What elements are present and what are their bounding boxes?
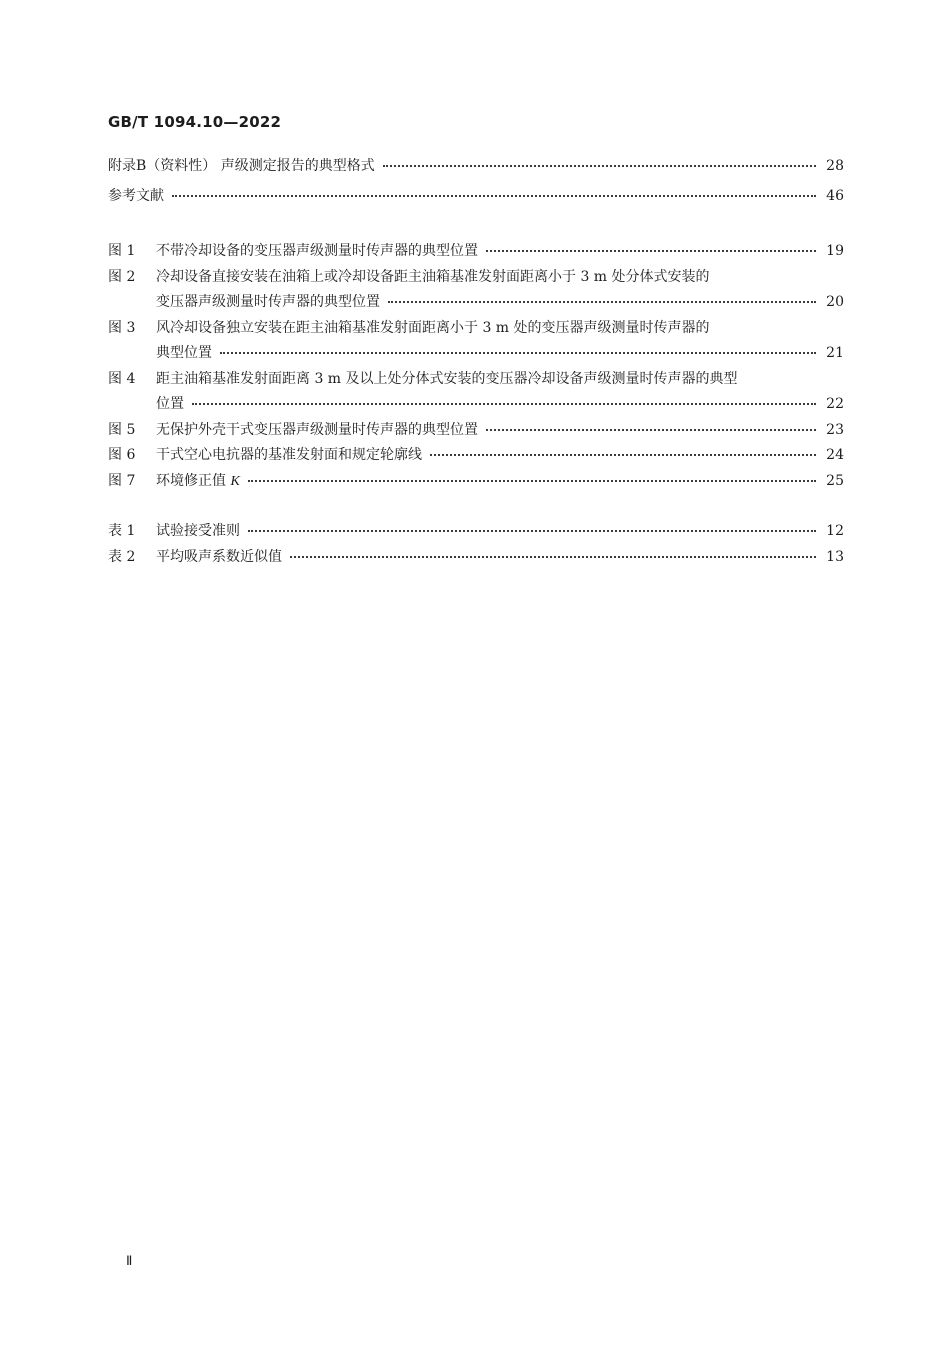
dot-leader [248, 529, 816, 532]
toc-entry-title-continued: 典型位置 [156, 345, 212, 361]
toc-entry-label: 图 1 [108, 243, 136, 259]
dot-leader [430, 453, 816, 456]
dot-leader [383, 164, 816, 167]
dot-leader [290, 555, 816, 558]
toc-entry-title [156, 469, 240, 495]
toc-entry-figure-7[interactable] [108, 469, 844, 495]
toc-entry-label: 图 5 [108, 421, 136, 438]
toc-entry-page: 46 [826, 187, 844, 204]
toc-entry-title: 试验接受准则 [156, 523, 240, 539]
toc-entry-references[interactable] [108, 184, 844, 210]
toc-figures-section [108, 239, 844, 494]
toc-entry-title: 风冷却设备独立安装在距主油箱基准发射面距离小于 3 m 处的变压器声级测量时传声器的 [156, 319, 710, 336]
toc-entry-page: 24 [826, 447, 844, 463]
toc-entry-title: 不带冷却设备的变压器声级测量时传声器的典型位置 [156, 243, 478, 259]
toc-entry-table-2[interactable] [108, 545, 844, 571]
toc-entry-page: 23 [826, 421, 844, 438]
toc-entry-label: 图 4 [108, 370, 136, 387]
toc-entry-title-text: 环境修正值 [156, 472, 226, 489]
toc-entry-page: 20 [826, 294, 844, 310]
toc-entry-title: 参考文献 [108, 187, 164, 204]
toc-entry-label: 图 6 [108, 447, 136, 463]
toc-entry-page: 12 [826, 523, 844, 539]
toc-entry-page: 21 [826, 345, 844, 361]
correction-symbol: K [230, 473, 240, 489]
toc-tables-section [108, 519, 844, 570]
toc-entry-label: 图 2 [108, 268, 136, 285]
toc-entry-figure-3[interactable] [108, 316, 844, 367]
toc-entry-figure-6[interactable] [108, 443, 844, 469]
toc-entry-title-continued: 位置 [156, 396, 184, 412]
toc-entry-label: 图 3 [108, 319, 136, 336]
toc-entry-title: 干式空心电抗器的基准发射面和规定轮廓线 [156, 447, 422, 463]
toc-entry-table-1[interactable] [108, 519, 844, 545]
toc-entry-title: 距主油箱基准发射面距离 3 m 及以上处分体式安装的变压器冷却设备声级测量时传声器的典型 [156, 370, 738, 387]
toc-entry-title: 冷却设备直接安装在油箱上或冷却设备距主油箱基准发射面距离小于 3 m 处分体式安装的 [156, 268, 710, 285]
dot-leader [220, 351, 816, 354]
toc-entry-title: 附录B（资料性） 声级测定报告的典型格式 [108, 158, 375, 174]
page-number: Ⅱ [126, 1253, 134, 1268]
toc-entry-label: 表 2 [108, 548, 136, 565]
dot-leader [248, 479, 816, 482]
toc-entry-appendix-b[interactable] [108, 154, 844, 180]
toc-entry-title-continued: 变压器声级测量时传声器的典型位置 [156, 294, 380, 310]
toc-appendix-section [108, 154, 844, 209]
toc-entry-page: 13 [826, 548, 844, 565]
dot-leader [172, 194, 816, 197]
dot-leader [388, 300, 816, 303]
toc-entry-title: 无保护外壳干式变压器声级测量时传声器的典型位置 [156, 421, 478, 438]
dot-leader [192, 402, 816, 405]
toc-entry-figure-2[interactable] [108, 265, 844, 316]
toc-entry-figure-5[interactable] [108, 418, 844, 444]
standard-code: GB/T 1094.10—2022 [108, 113, 282, 131]
toc-entry-label: 表 1 [108, 523, 136, 539]
toc-entry-figure-4[interactable] [108, 367, 844, 418]
toc-entry-figure-1[interactable] [108, 239, 844, 265]
toc-entry-page: 22 [826, 396, 844, 412]
toc-entry-page: 28 [826, 158, 844, 174]
dot-leader [486, 428, 816, 431]
toc-entry-page: 19 [826, 243, 844, 259]
toc-entry-title: 平均吸声系数近似值 [156, 548, 282, 565]
toc-entry-page: 25 [826, 472, 844, 489]
dot-leader [486, 249, 816, 252]
toc-entry-label: 图 7 [108, 472, 136, 489]
